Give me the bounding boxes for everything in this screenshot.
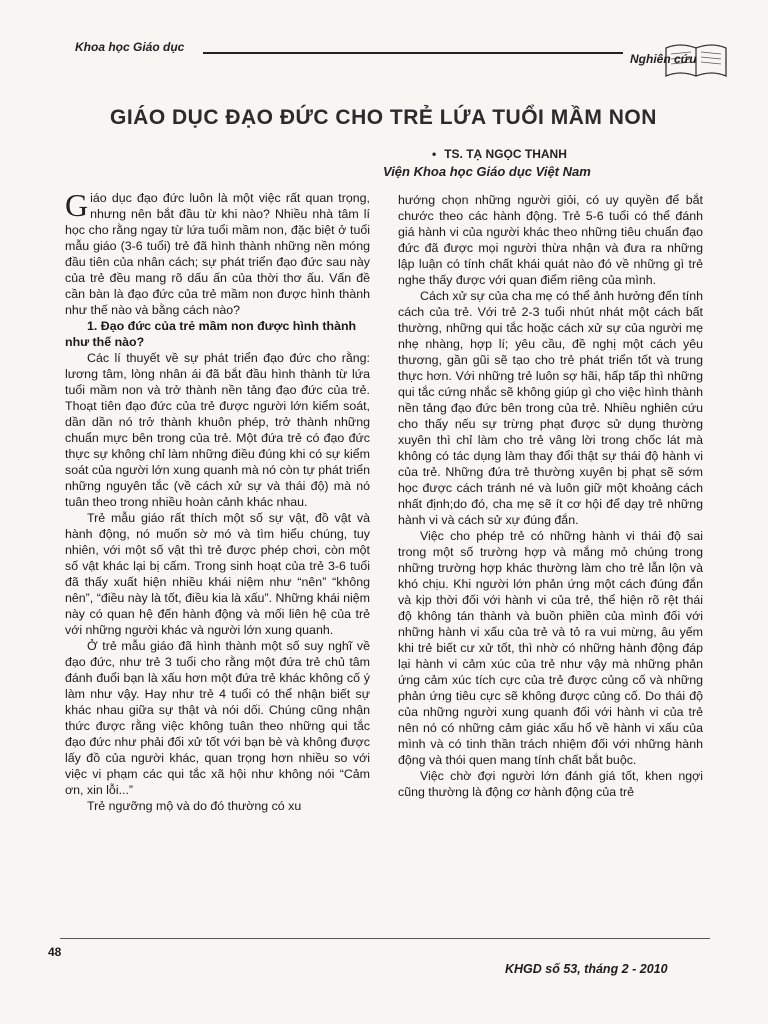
paragraph: Trẻ ngưỡng mộ và do đó thường có xu — [87, 799, 302, 813]
bullet-icon: • — [432, 147, 437, 161]
issue-info: KHGD số 53, tháng 2 - 2010 — [505, 962, 668, 976]
paragraph — [65, 187, 370, 318]
paragraph: Các lí thuyết về sự phát triển đạo đức cho rằng: lương tâm, lòng nhân ái đã bắt đầu hình thành từ lứa tuổi mầm non và trở thành nền tảng đạo đức của trẻ. Thoạt tiên đạo đức của trẻ được người lớn kiểm soát, dần dần nó trở thành khuôn phép, trở thành những chuẩn mực bên trong của trẻ. Một đứa trẻ có đạo đức thực sự không chỉ làm những điều đúng khi có sự kiểm soát của người lớn xung quanh mà nó còn tự phát triển những nguyên tắc (về cách xử sự và thái độ) mà nó tuân theo trong nhiều hoàn cảnh khác nhau. — [65, 351, 370, 509]
paragraph: Ở trẻ mẫu giáo đã hình thành một số suy nghĩ về đạo đức, như trẻ 3 tuổi cho rằng một đứa trẻ chủ tâm đánh đuổi bạn là xấu hơn một đứa trẻ khác không cố ý làm như vậy. Hay như trẻ 4 tuổi có thể nhận biết sự khác nhau giữa sự thật và nói dối. Chúng cũng nhận thức được rằng việc không tuân theo những qui tắc đạo đức như phải đối xử tốt với bạn bè và không được lấy đồ của người khác, quan trọng hơn nhiều so với việc vi phạm các qui tắc xã hội như không nói “Cảm ơn, xin lỗi...” — [65, 639, 370, 797]
section-heading: 1. Đạo đức của trẻ mầm non được hình thành như thế nào? — [65, 319, 357, 349]
author-name: TS. TẠ NGỌC THANH — [444, 147, 567, 161]
section-label: Nghiên cứu — [630, 52, 697, 66]
journal-name: Khoa học Giáo dục — [75, 40, 185, 54]
page-number: 48 — [48, 945, 62, 959]
header-rule — [203, 52, 623, 54]
author-line — [432, 147, 567, 161]
paragraph: Cách xử sự của cha mẹ có thể ảnh hưởng đến tính cách của trẻ. Với trẻ 2-3 tuổi nhút nhát một cách bất thường, những qui tắc hoặc cách xử sự của người mẹ nhẹ nhàng, hợp lí; yêu cầu, đề nghị một cách yêu thương, gần gũi sẽ tạo cho trẻ phát triển tốt và trung thực hơn. Với những trẻ luôn sợ hãi, hấp tấp thì những qui tắc cứng nhắc sẽ không giúp gì cho việc hình thành nền tảng đạo đức bên trong của trẻ. Nhiều nghiên cứu cho thấy nếu sự trừng phạt được sử dụng thường xuyên thì chỉ làm cho trẻ vâng lời trong chốc lát mà không có tác dụng làm thay đổi thật sự thái độ hành vi của trẻ. Những đứa trẻ thường xuyên bị phạt sẽ sớm học được cách tránh né và luôn giữ một khoảng cách nhất định;do đó, cha mẹ sẽ ít cơ hội để dạy trẻ những hành vi và cách sử xự đúng đắn. — [398, 289, 703, 527]
article-title: GIÁO DỤC ĐẠO ĐỨC CHO TRẺ LỨA TUỔI MẦM NON — [110, 106, 657, 130]
right-column — [398, 192, 703, 800]
paragraph: Việc chờ đợi người lớn đánh giá tốt, khen ngợi cũng thường là động cơ hành động của trẻ — [398, 769, 703, 799]
author-affiliation: Viện Khoa học Giáo dục Việt Nam — [383, 164, 591, 179]
paragraph: hướng chọn những người giỏi, có uy quyền để bắt chước theo các hành động. Trẻ 5-6 tuổi có thể đánh giá hành vi của người khác theo những tiêu chuẩn đạo đức đã được mọi người thừa nhận và đưa ra những lập luận có tính chất khái quát nào đó về những gì trẻ nghe thấy được với quan điểm riêng của mình. — [398, 193, 703, 287]
left-column — [65, 187, 370, 814]
paragraph: Việc cho phép trẻ có những hành vi thái độ sai trong một số trường hợp và mắng mỏ chúng trong những trường hợp khác thường làm cho trẻ lẫn lộn và khó chịu. Khi người lớn phản ứng một cách đúng đắn và kịp thời đối với hành vi của trẻ, thể hiện rõ rệt thái độ không tán thành và buồn phiền của mình đối với những hành vi xấu của trẻ và tỏ ra vui mừng, âu yếm khi trẻ biết cư xử tốt, thì nhờ có những hành động đáp lại hành vi cảm xúc của trẻ như vậy mà những phản ứng cảm xúc tích cực của trẻ được củng cố và những phản ứng tiêu cực sẽ không được củng cố. Do thái độ của những người xung quanh đối với hành vi của trẻ nên nó có những cảm giác xấu hổ về hành vi xấu của mình và có tinh thần trách nhiệm đối với những hành động và thói quen mang tính chất bắt buộc. — [398, 529, 703, 767]
drop-cap: G — [65, 187, 89, 223]
footer-rule — [60, 938, 710, 939]
paragraph: Trẻ mẫu giáo rất thích một số sự vật, đồ vật và hành động, nó muốn sờ mó và tìm hiểu chúng, tuy nhiên, với một số vật thì trẻ được phép chơi, còn một số vật khác lại bị cấm. Trong sinh hoạt của trẻ 3-6 tuổi đã thấy xuất hiện nhiều khái niệm như “nên” “không nên”, “điều này là tốt, điều kia là xấu”. Những khái niệm này có quan hệ đến hành động và mối liên hệ của trẻ với những người khác và người lớn xung quanh. — [65, 511, 370, 637]
paragraph-text: iáo dục đạo đức luôn là một việc rất quan trọng, nhưng nên bắt đầu từ khi nào? Nhiều nhà tâm lí học cho rằng ngay từ lứa tuổi mầm non, đặc biệt ở tuổi mẫu giáo (3-6 tuổi) trẻ đã hình thành những nền móng đầu tiên của nhân cách; sự phát triển đạo đức sau này của trẻ đều mang rõ dấu ấn của thời thơ ấu. Vấn đề cần bàn là đạo đức của trẻ mầm non được hình thành như thế nào và bằng cách nào? — [65, 191, 370, 317]
